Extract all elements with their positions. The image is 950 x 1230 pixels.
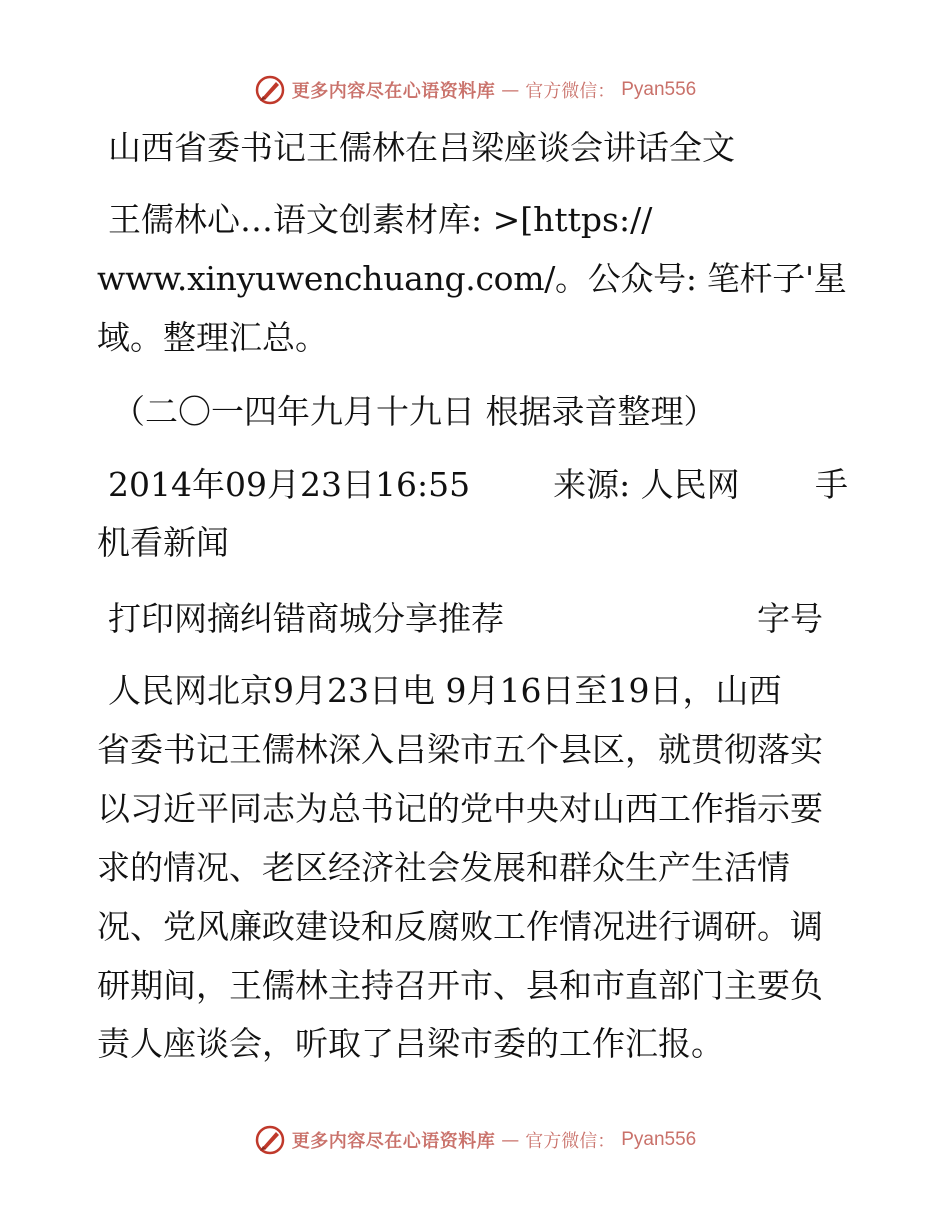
body-line-1: 人民网北京9月23日电 9月16日至19日，山西 (108, 671, 782, 710)
source-note-line-2: www.xinyuwenchuang.com/。公众号: 笔杆子'星 (97, 259, 847, 298)
body-line-2: 省委书记王儒林深入吕梁市五个县区，就贯彻落实 (97, 730, 823, 769)
body-line-3: 以习近平同志为总书记的党中央对山西工作指示要 (97, 789, 823, 828)
source-label: 来源: 人民网 (553, 465, 740, 504)
record-date: （二〇一四年九月十九日 根据录音整理） (112, 392, 717, 431)
body-line-6: 研期间，王儒林主持召开市、县和市直部门主要负 (97, 966, 823, 1005)
banner-wechat-id: Pyan556 (621, 79, 697, 100)
banner-separator: — (501, 79, 520, 101)
pen-logo-icon (254, 74, 286, 106)
tool-links[interactable]: 打印网摘纠错商城分享推荐 (108, 599, 504, 638)
pen-logo-icon (254, 1124, 286, 1156)
banner-text: 更多内容尽在心语资料库 (291, 81, 496, 102)
mobile-news-link-part1[interactable]: 手 (815, 465, 848, 504)
banner-text: 更多内容尽在心语资料库 (291, 1131, 496, 1152)
mobile-news-link-part2[interactable]: 机看新闻 (97, 523, 229, 562)
meta-line (108, 465, 848, 505)
body-line-7: 责人座谈会，听取了吕梁市委的工作汇报。 (97, 1024, 724, 1063)
source-note-line-3: 域。整理汇总。 (97, 318, 328, 357)
banner-wechat-label: 官方微信： (525, 1131, 616, 1152)
body-line-4: 求的情况、老区经济社会发展和群众生产生活情 (97, 848, 790, 887)
header-banner (0, 70, 950, 110)
body-line-5: 况、党风廉政建设和反腐败工作情况进行调研。调 (97, 907, 823, 946)
font-size-control[interactable]: 字号 (757, 599, 823, 638)
document-title: 山西省委书记王儒林在吕梁座谈会讲话全文 (108, 128, 735, 167)
banner-separator: — (501, 1129, 520, 1151)
banner-wechat-label: 官方微信： (525, 81, 616, 102)
source-note-line-1: 王儒林心…语文创素材库: >[https:// (108, 200, 653, 239)
banner-wechat-id: Pyan556 (621, 1129, 697, 1150)
tools-line (108, 599, 823, 639)
timestamp: 2014年09月23日16:55 (108, 465, 471, 504)
footer-banner (0, 1120, 950, 1160)
